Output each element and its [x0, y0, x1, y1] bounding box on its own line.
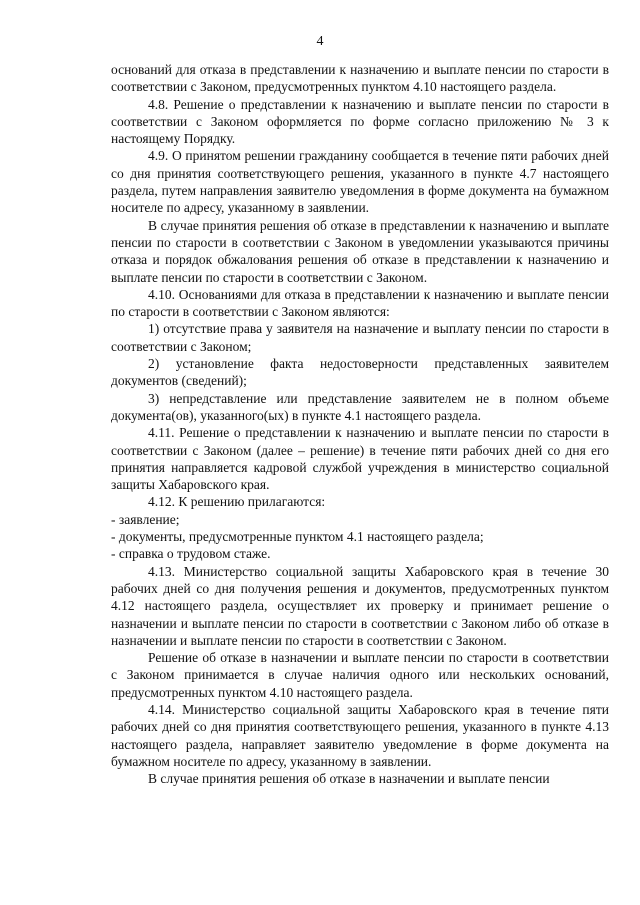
list-item: - документы, предусмотренные пунктом 4.1 настоящего раздела; — [111, 529, 484, 545]
list-item: 3) непредставление или представление заявителем не в полном объеме документа(ов), указанного(ых) в пункте 4.1 настоящего раздела. — [111, 390, 609, 423]
page-number: 4 — [316, 34, 324, 49]
paragraph-4-10: 4.10. Основаниями для отказа в представлении к назначению и выплате пенсии по старости в соответствии с Законом являются: — [111, 286, 609, 320]
paragraph-4-12: 4.12. К решению прилагаются: — [148, 494, 326, 510]
paragraph: Решение об отказе в назначении и выплате пенсии по старости в соответствии с Законом принимается в случае наличия одного или нескольких оснований, предусмотренных пунктом 4.10 настоящего раздела. — [111, 650, 609, 700]
list-item: 2) установление факта недостоверности представленных заявителем документов (сведений); — [111, 356, 609, 389]
paragraph-continuation: оснований для отказа в представлении к назначению и выплате пенсии по старости в соответствии с Законом, предусмотренных пунктом 4.10 настоящего раздела. — [111, 62, 609, 95]
list-item: - справка о трудовом стаже. — [111, 546, 271, 562]
document-body — [111, 61, 609, 787]
paragraph-4-11: 4.11. Решение о представлении к назначению и выплате пенсии по старости в соответствии с Законом (далее – решение) в течение пяти рабочих дней со дня его принятия направляется кадровой службой учреждения в министерство социальной защиты Хабаровского края. — [111, 425, 609, 493]
paragraph: В случае принятия решения об отказе в представлении к назначению и выплате пенсии по старости в соответствии с Законом в уведомлении указываются причины отказа и порядок обжалования решения об отказе в представлении к назначению и выплате пенсии по старости в соответствии с Законом. — [111, 217, 609, 285]
paragraph-4-14: 4.14. Министерство социальной защиты Хабаровского края в течение пяти рабочих дней со дня принятия соответствующего решения, указанного в пункте 4.13 настоящего раздела, направляет заявителю уведомление в форме документа на бумажном носителе по адресу, указанному в заявлении. — [111, 701, 609, 769]
list-item: - заявление; — [111, 511, 180, 527]
paragraph-4-13: 4.13. Министерство социальной защиты Хабаровского края в течение 30 рабочих дней со дня получения решения и документов, предусмотренных пунктом 4.12 настоящего раздела, осуществляет их проверку и принимает решение о назначении и выплате пенсии по старости в соответствии с Законом либо об отказе в назначении и выплате пенсии по старости в соответствии с Законом. — [111, 563, 609, 648]
paragraph: В случае принятия решения об отказе в назначении и выплате пенсии — [148, 771, 550, 787]
list-item: 1) отсутствие права у заявителя на назначение и выплату пенсии по старости в соответствии с Законом; — [111, 321, 609, 354]
paragraph-4-8: 4.8. Решение о представлении к назначению и выплате пенсии по старости в соответствии с Законом оформляется по форме согласно приложению № 3 к настоящему Порядку. — [111, 96, 609, 147]
paragraph-4-9: 4.9. О принятом решении гражданину сообщается в течение пяти рабочих дней со дня принятия соответствующего решения, указанного в пункте 4.7 настоящего раздела, путем направления заявителю уведомления в форме документа на бумажном носителе по адресу, указанному в заявлении. — [111, 148, 609, 216]
